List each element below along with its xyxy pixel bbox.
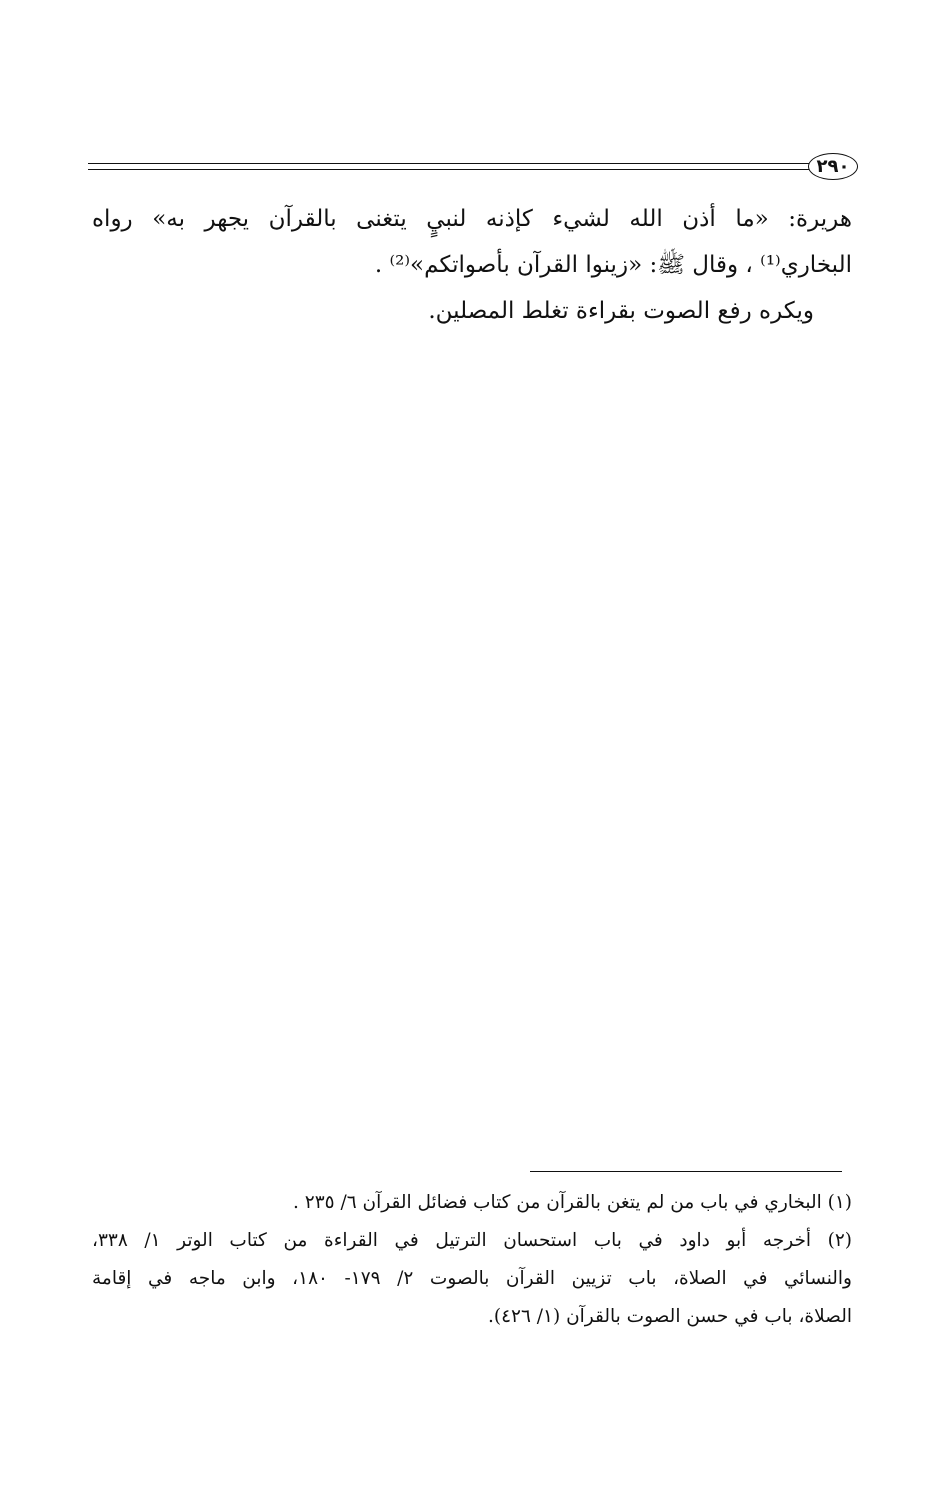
header-rule-upper — [88, 163, 810, 164]
header-rule-lower — [88, 169, 810, 170]
footnote-2-line-3: الصلاة، باب في حسن الصوت بالقرآن (١/ ٤٢٦). — [487, 1306, 852, 1327]
footnote-separator — [530, 1171, 842, 1172]
main-text-line-2: البخاري⁽¹⁾ ، وقال ﷺ: «زينوا القرآن بأصواتكم»⁽²⁾ . — [374, 252, 852, 278]
main-text-line-1: هريرة: «ما أذن الله لشيء كإذنه لنبيٍ يتغنى بالقرآن يجهر به» رواه — [92, 206, 852, 232]
page-number-badge — [808, 153, 858, 180]
footnote-2-line-2: والنسائي في الصلاة، باب تزيين القرآن بالصوت ٢/ ١٧٩- ١٨٠، وابن ماجه في إقامة — [92, 1268, 852, 1289]
footnote-1: (١) البخاري في باب من لم يتغن بالقرآن من كتاب فضائل القرآن ٦/ ٢٣٥ . — [293, 1192, 852, 1213]
footnote-2-line-1: (٢) أخرجه أبو داود في باب استحسان الترتيل في القراءة من كتاب الوتر ١/ ٣٣٨، — [92, 1230, 852, 1251]
main-text-line-3: ويكره رفع الصوت بقراءة تغلط المصلين. — [428, 298, 814, 324]
main-text-block — [92, 196, 852, 334]
page-number: ٢٩٠ — [816, 155, 850, 177]
footnotes-block — [92, 1184, 852, 1336]
